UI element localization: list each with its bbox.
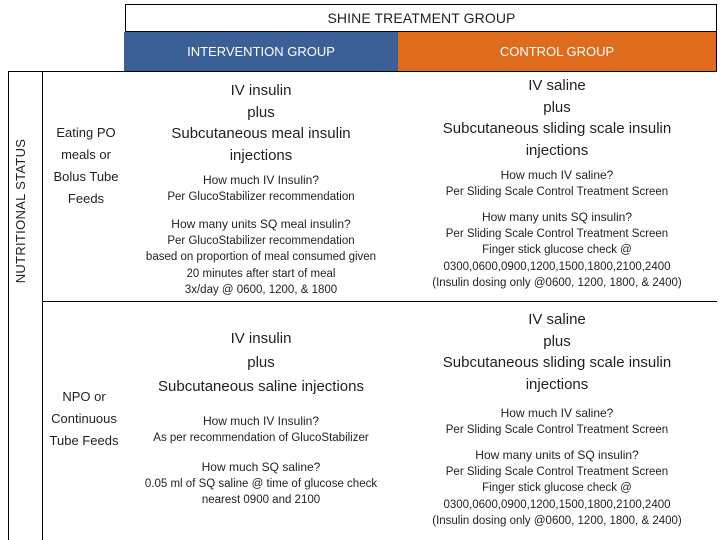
heading-line: Subcutaneous saline injections <box>158 378 364 395</box>
question-sq-saline: How much SQ saline? <box>201 459 321 474</box>
heading-line: IV insulin <box>230 330 292 347</box>
heading-line: plus <box>247 354 275 371</box>
intervention-group-header: INTERVENTION GROUP <box>124 32 398 71</box>
answer-line: 0.05 ml of SQ saline @ time of glucose check <box>144 477 378 490</box>
nutritional-status-axis-label: NUTRITIONAL STATUS <box>12 138 28 284</box>
answer-line: As per recommendation of GlucoStabilizer <box>153 432 369 444</box>
row-label-eating <box>44 122 128 210</box>
answer-line: (Insulin dosing only @0600, 1200, 1800, & 2400) <box>432 515 682 527</box>
row-label-npo <box>44 386 124 452</box>
question-sq-insulin: How many units of SQ insulin? <box>475 447 639 462</box>
answer-iv-insulin <box>124 189 398 206</box>
heading-line: plus <box>543 98 571 116</box>
answer-line: 20 minutes after start of meal <box>186 267 336 280</box>
row-label-line: Bolus Tube <box>53 169 119 184</box>
heading-line: IV insulin <box>230 82 292 99</box>
heading-line: IV saline <box>528 77 586 94</box>
control-heading <box>398 309 716 395</box>
answer-sq-saline <box>124 476 398 509</box>
answer-line: 0300,0600,0900,1200,1500,1800,2100,2400 <box>443 260 671 273</box>
question-iv-saline: How much IV saline? <box>500 406 614 420</box>
question-sq-insulin: How many units SQ insulin? <box>481 209 633 224</box>
answer-line: nearest 0900 and 2100 <box>201 494 321 506</box>
heading-line: Subcutaneous sliding scale insulin <box>442 354 672 371</box>
treatment-group-title: SHINE TREATMENT GROUP <box>327 9 516 26</box>
row-label-divider <box>42 71 43 540</box>
heading-line: plus <box>247 103 275 121</box>
answer-line: 3x/day @ 0600, 1200, & 1800 <box>184 284 338 296</box>
intervention-heading <box>124 80 398 166</box>
control-heading <box>398 75 716 161</box>
answer-line: Per Sliding Scale Control Treatment Screen <box>445 227 669 240</box>
answer-line: (Insulin dosing only @0600, 1200, 1800, & 2400) <box>432 277 682 289</box>
answer-sq-meal-insulin <box>124 233 398 299</box>
heading-line: injections <box>229 146 293 164</box>
question-iv-insulin: How much IV Insulin? <box>202 414 320 428</box>
answer-line: Per GlucoStabilizer recommendation <box>167 234 355 247</box>
heading-line: injections <box>525 141 589 159</box>
answer-sq-insulin <box>398 226 716 292</box>
question-iv-insulin: How much IV Insulin? <box>202 173 320 187</box>
row-label-line: Eating PO <box>56 125 116 140</box>
row-label-line: NPO or <box>62 389 106 404</box>
header-divider-bottom <box>8 71 717 72</box>
cell-eating-control <box>398 75 716 292</box>
answer-sq-insulin <box>398 464 716 530</box>
heading-line: IV saline <box>528 311 586 328</box>
answer-line: 0300,0600,0900,1200,1500,1800,2100,2400 <box>443 498 671 511</box>
row-label-line: Continuous <box>51 411 117 426</box>
intervention-heading <box>124 327 398 399</box>
row-label-line: Feeds <box>67 191 105 206</box>
cell-eating-intervention <box>124 80 398 299</box>
question-sq-meal-insulin: How many units SQ meal insulin? <box>171 216 351 231</box>
question-iv-saline: How much IV saline? <box>500 168 614 182</box>
answer-line: Per Sliding Scale Control Treatment Screen <box>445 465 669 478</box>
answer-line: Finger stick glucose check @ <box>482 482 632 494</box>
answer-iv-insulin <box>124 430 398 447</box>
heading-line: Subcutaneous sliding scale insulin <box>442 120 672 137</box>
row-separator <box>42 301 717 302</box>
row-label-line: Tube Feeds <box>49 433 119 448</box>
cell-npo-control <box>398 309 716 530</box>
answer-iv-saline <box>398 184 716 201</box>
heading-line: plus <box>543 332 571 350</box>
cell-npo-intervention <box>124 327 398 509</box>
row-label-line: meals or <box>61 147 111 162</box>
heading-line: Subcutaneous meal insulin <box>171 125 351 142</box>
control-group-header: CONTROL GROUP <box>398 32 716 71</box>
answer-line: Per Sliding Scale Control Treatment Screen <box>445 186 669 198</box>
answer-line: based on proportion of meal consumed given <box>145 251 377 263</box>
answer-line: Per GlucoStabilizer recommendation <box>167 191 355 203</box>
answer-line: Finger stick glucose check @ <box>482 244 632 256</box>
answer-iv-saline <box>398 422 716 439</box>
heading-line: injections <box>525 375 589 393</box>
answer-line: Per Sliding Scale Control Treatment Screen <box>445 424 669 436</box>
